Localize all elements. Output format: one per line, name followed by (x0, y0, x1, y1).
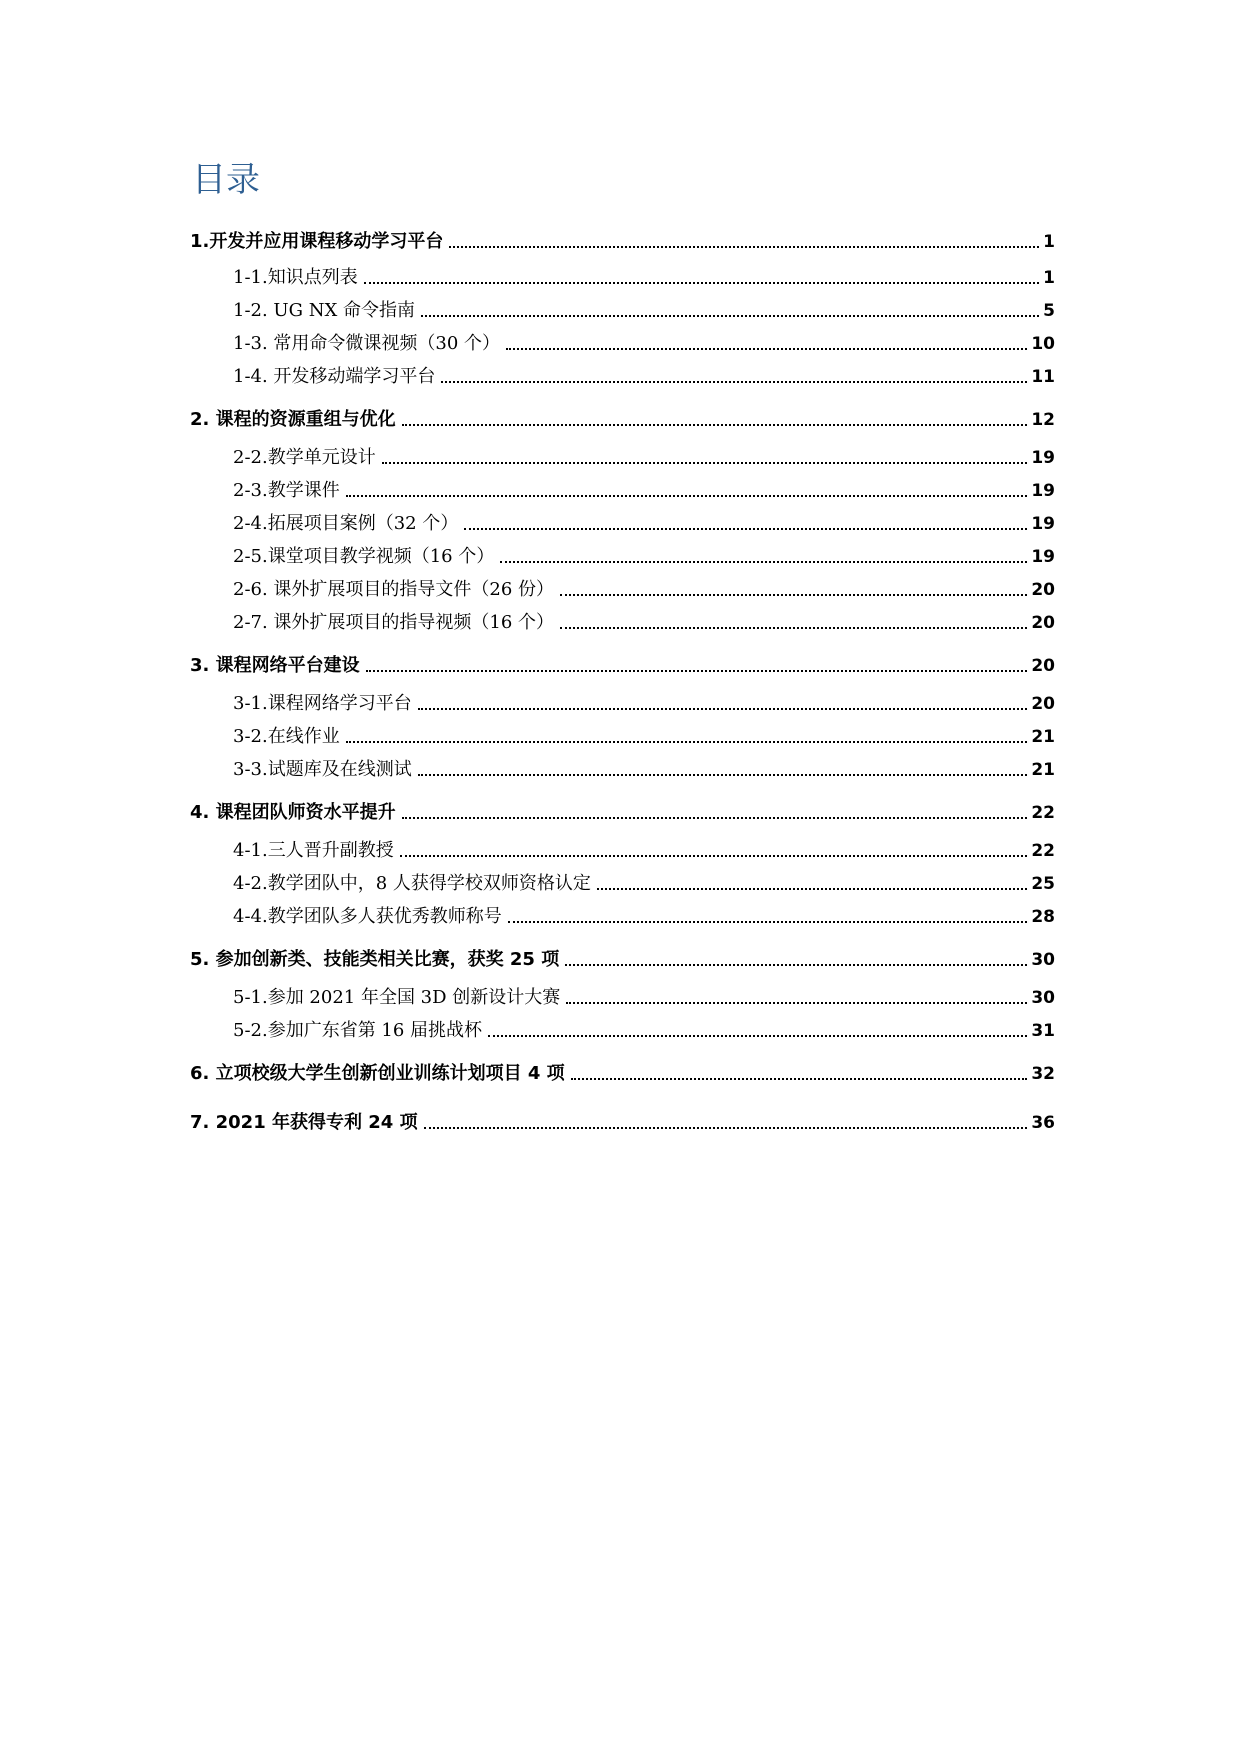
toc-section-entry[interactable] (190, 228, 1055, 256)
toc-entry-label: 5-1.参加 2021 年全国 3D 创新设计大赛 (233, 987, 561, 1008)
dot-leader (560, 627, 1027, 629)
dot-leader (418, 708, 1028, 710)
toc-subsection-entry[interactable] (233, 330, 1055, 358)
toc-section-entry[interactable] (190, 652, 1055, 680)
toc-entry-label: 3. 课程网络平台建设 (190, 655, 360, 676)
toc-subsection-entry[interactable] (233, 444, 1055, 472)
toc-entry-page-number: 1 (1043, 232, 1055, 252)
toc-entry-page-number: 20 (1031, 694, 1055, 714)
toc-title: 目录 (192, 160, 260, 200)
toc-subsection-entry[interactable] (233, 1017, 1055, 1045)
dot-leader (560, 594, 1027, 596)
toc-subsection-entry[interactable] (233, 477, 1055, 505)
toc-entry-page-number: 19 (1031, 481, 1055, 501)
toc-entry-label: 3-1.课程网络学习平台 (233, 693, 412, 714)
toc-entry-page-number: 5 (1043, 301, 1055, 321)
toc-subsection-entry[interactable] (233, 510, 1055, 538)
dot-leader (402, 424, 1028, 426)
toc-entry-page-number: 10 (1031, 334, 1055, 354)
toc-section-entry[interactable] (190, 1060, 1055, 1088)
toc-entry-page-number: 36 (1031, 1113, 1055, 1133)
toc-entry-label: 2-3.教学课件 (233, 480, 340, 501)
toc-entry-page-number: 25 (1031, 874, 1055, 894)
dot-leader (418, 774, 1028, 776)
toc-subsection-entry[interactable] (233, 363, 1055, 391)
toc-entry-label: 5. 参加创新类、技能类相关比赛，获奖 25 项 (190, 949, 560, 970)
toc-subsection-entry[interactable] (233, 903, 1055, 931)
dot-leader (424, 1127, 1028, 1129)
toc-entry-page-number: 20 (1031, 613, 1055, 633)
toc-entry-page-number: 19 (1031, 547, 1055, 567)
dot-leader (565, 964, 1027, 966)
dot-leader (500, 561, 1027, 563)
toc-section-entry[interactable] (190, 946, 1055, 974)
toc-entry-label: 3-3.试题库及在线测试 (233, 759, 412, 780)
dot-leader (464, 528, 1027, 530)
dot-leader (364, 282, 1039, 284)
toc-entry-label: 5-2.参加广东省第 16 届挑战杯 (233, 1020, 483, 1041)
dot-leader (382, 462, 1028, 464)
toc-entry-page-number: 19 (1031, 514, 1055, 534)
toc-entry-label: 1-2. UG NX 命令指南 (233, 300, 415, 321)
toc-entry-page-number: 20 (1031, 580, 1055, 600)
dot-leader (400, 855, 1028, 857)
toc-entry-label: 1-1.知识点列表 (233, 267, 358, 288)
toc-entry-label: 2-4.拓展项目案例（32 个） (233, 513, 459, 534)
toc-subsection-entry[interactable] (233, 723, 1055, 751)
toc-section-entry[interactable] (190, 406, 1055, 434)
dot-leader (566, 1002, 1027, 1004)
toc-subsection-entry[interactable] (233, 756, 1055, 784)
toc-entry-label: 2. 课程的资源重组与优化 (190, 409, 396, 430)
toc-subsection-entry[interactable] (233, 690, 1055, 718)
toc-section-entry[interactable] (190, 799, 1055, 827)
toc-entry-page-number: 22 (1031, 841, 1055, 861)
toc-entry-label: 7. 2021 年获得专利 24 项 (190, 1112, 418, 1133)
toc-subsection-entry[interactable] (233, 297, 1055, 325)
toc-entry-page-number: 21 (1031, 760, 1055, 780)
toc-entry-page-number: 11 (1031, 367, 1055, 387)
toc-entry-page-number: 28 (1031, 907, 1055, 927)
dot-leader (597, 888, 1027, 890)
dot-leader (402, 817, 1028, 819)
dot-leader (488, 1035, 1027, 1037)
toc-section-entry[interactable] (190, 1109, 1055, 1137)
toc-entry-label: 2-6. 课外扩展项目的指导文件（26 份） (233, 579, 555, 600)
toc-entry-page-number: 20 (1031, 656, 1055, 676)
dot-leader (571, 1078, 1028, 1080)
toc-subsection-entry[interactable] (233, 870, 1055, 898)
toc-entry-page-number: 32 (1031, 1064, 1055, 1084)
toc-entry-label: 6. 立项校级大学生创新创业训练计划项目 4 项 (190, 1063, 565, 1084)
toc-entry-label: 1.开发并应用课程移动学习平台 (190, 231, 444, 252)
dot-leader (421, 315, 1039, 317)
dot-leader (366, 670, 1028, 672)
dot-leader (346, 741, 1028, 743)
toc-entry-label: 4-4.教学团队多人获优秀教师称号 (233, 906, 502, 927)
dot-leader (346, 495, 1028, 497)
toc-entry-page-number: 22 (1031, 803, 1055, 823)
toc-entry-label: 4-2.教学团队中，8 人获得学校双师资格认定 (233, 873, 591, 894)
toc-subsection-entry[interactable] (233, 543, 1055, 571)
dot-leader (441, 381, 1027, 383)
toc-subsection-entry[interactable] (233, 576, 1055, 604)
toc-entry-page-number: 30 (1031, 988, 1055, 1008)
toc-entry-label: 3-2.在线作业 (233, 726, 340, 747)
toc-entry-label: 2-5.课堂项目教学视频（16 个） (233, 546, 495, 567)
toc-entry-label: 2-7. 课外扩展项目的指导视频（16 个） (233, 612, 555, 633)
toc-entry-page-number: 19 (1031, 448, 1055, 468)
toc-entry-label: 4. 课程团队师资水平提升 (190, 802, 396, 823)
toc-entry-page-number: 1 (1043, 268, 1055, 288)
toc-entry-label: 4-1.三人晋升副教授 (233, 840, 394, 861)
toc-entry-label: 2-2.教学单元设计 (233, 447, 376, 468)
dot-leader (508, 921, 1028, 923)
toc-subsection-entry[interactable] (233, 837, 1055, 865)
toc-entry-page-number: 31 (1031, 1021, 1055, 1041)
toc-entry-page-number: 12 (1031, 410, 1055, 430)
toc-subsection-entry[interactable] (233, 264, 1055, 292)
dot-leader (506, 348, 1027, 350)
dot-leader (449, 246, 1039, 248)
toc-entry-label: 1-3. 常用命令微课视频（30 个） (233, 333, 501, 354)
toc-entry-page-number: 30 (1031, 950, 1055, 970)
toc-subsection-entry[interactable] (233, 609, 1055, 637)
toc-subsection-entry[interactable] (233, 984, 1055, 1012)
toc-entry-label: 1-4. 开发移动端学习平台 (233, 366, 436, 387)
toc-entry-page-number: 21 (1031, 727, 1055, 747)
